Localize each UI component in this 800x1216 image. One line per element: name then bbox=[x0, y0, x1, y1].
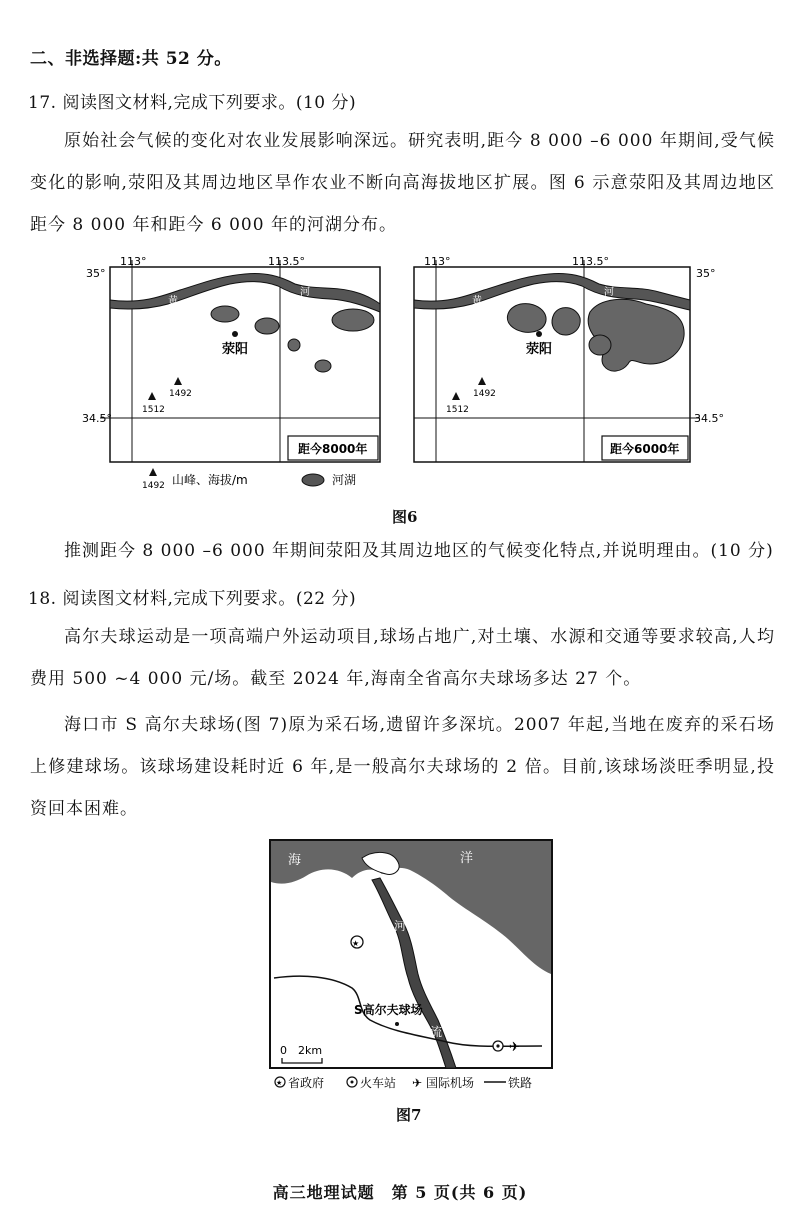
river-char-1: 河 bbox=[394, 919, 407, 933]
golf-course-label: S高尔夫球场 bbox=[354, 1003, 423, 1017]
peak-1492-label-1: 1492 bbox=[169, 389, 192, 399]
lat-35-label-2: 35° bbox=[696, 267, 716, 280]
map1-title: 距今8000年 bbox=[298, 442, 368, 456]
page-footer: 高三地理试题 第 5 页(共 6 页) bbox=[272, 1183, 528, 1202]
legend-lake-label: 河湖 bbox=[332, 473, 357, 487]
river-char-1a: 黄 bbox=[168, 296, 178, 307]
section-title: 二、非选择题:共 52 分。 bbox=[30, 49, 232, 69]
lake-2a bbox=[507, 304, 546, 333]
lake-1a bbox=[211, 306, 239, 322]
figure-7-legend bbox=[275, 1075, 532, 1090]
lake-1d bbox=[288, 339, 300, 351]
lake-1b bbox=[255, 318, 279, 334]
map-8000-years bbox=[82, 255, 380, 462]
lon-113-label-2: 113° bbox=[424, 255, 451, 268]
lake-2b bbox=[552, 308, 580, 335]
scale-zero: 0 bbox=[280, 1044, 287, 1057]
q18-heading: 18. 阅读图文材料,完成下列要求。(22 分) bbox=[28, 589, 357, 609]
sea-char-2: 洋 bbox=[460, 851, 474, 866]
airport-icon: ✈ bbox=[509, 1040, 520, 1055]
sea-char-1: 海 bbox=[288, 853, 302, 868]
q18-para1: 高尔夫球运动是一项高端户外运动项目,球场占地广,对土壤、水源和交通等要求较高,人均费用 500 ~4 000 元/场。截至 2024 年,海南全省高尔夫球场多达 27 个。 bbox=[30, 627, 775, 689]
peak-1512-label-1: 1512 bbox=[142, 405, 165, 415]
legend-station: 火车站 bbox=[360, 1076, 397, 1090]
lat-35-label-1: 35° bbox=[86, 267, 106, 280]
lake-1c bbox=[332, 309, 374, 331]
legend-peak-label: 山峰、海拔/m bbox=[172, 473, 248, 487]
peak-1492-label-2: 1492 bbox=[473, 389, 496, 399]
legend-airport: 国际机场 bbox=[426, 1076, 475, 1090]
peak-1512-label-2: 1512 bbox=[446, 405, 469, 415]
map-6000-years bbox=[414, 255, 724, 462]
gov-star: ★ bbox=[352, 939, 360, 948]
figure-7-caption: 图7 bbox=[396, 1106, 422, 1124]
lake-2d bbox=[589, 335, 611, 355]
svg-text:★: ★ bbox=[276, 1079, 283, 1087]
q17-heading: 17. 阅读图文材料,完成下列要求。(10 分) bbox=[28, 93, 357, 113]
legend-peak-icon bbox=[149, 468, 157, 476]
q18-para2: 海口市 S 高尔夫球场(图 7)原为采石场,遗留许多深坑。2007 年起,当地在废弃的采石场上修建球场。该球场建设耗时近 6 年,是一般高尔夫球场的 2 倍。目前,该球场淡旺季明显,投资回本困难。 bbox=[30, 715, 775, 819]
city-dot-2 bbox=[536, 331, 542, 337]
figure-6-maps bbox=[80, 252, 724, 492]
lat-345-label-2: 34.5° bbox=[694, 412, 724, 425]
legend-peak-value: 1492 bbox=[142, 481, 165, 491]
lon-1135-label-2: 113.5° bbox=[572, 255, 609, 268]
figure-7-map bbox=[262, 836, 562, 1096]
river-char-2b: 河 bbox=[604, 287, 614, 298]
river-char-2a: 黄 bbox=[472, 296, 482, 307]
legend-airport-icon: ✈ bbox=[412, 1076, 423, 1090]
figure-6-caption: 图6 bbox=[392, 508, 418, 526]
scale-label: 2km bbox=[298, 1044, 323, 1057]
legend-rail: 铁路 bbox=[508, 1076, 533, 1090]
city-dot-1 bbox=[232, 331, 238, 337]
city-label-2: 荥阳 bbox=[526, 342, 553, 357]
river-char-1b: 河 bbox=[300, 287, 310, 298]
lon-113-label-1: 113° bbox=[120, 255, 147, 268]
q17-material: 原始社会气候的变化对农业发展影响深远。研究表明,距今 8 000 –6 000 年期间,受气候变化的影响,荥阳及其周边地区旱作农业不断向高海拔地区扩展。图 6 示意荥阳及其周边地区距今 8 000 年和距今 6 000 年的河湖分布。 bbox=[30, 131, 775, 235]
lat-345-label-1: 34.5° bbox=[82, 412, 112, 425]
figure-6-legend bbox=[142, 468, 356, 491]
map2-title: 距今6000年 bbox=[610, 442, 680, 456]
city-label-1: 荥阳 bbox=[222, 342, 249, 357]
river-char-2: 流 bbox=[430, 1025, 443, 1039]
legend-gov: 省政府 bbox=[288, 1076, 325, 1090]
golf-course-dot bbox=[395, 1022, 399, 1026]
q17-question: 推测距今 8 000 –6 000 年期间荥阳及其周边地区的气候变化特点,并说明理由。(10 分) bbox=[64, 541, 774, 561]
lake-1e bbox=[315, 360, 331, 372]
legend-lake-icon bbox=[302, 474, 324, 486]
lon-1135-label-1: 113.5° bbox=[268, 255, 305, 268]
